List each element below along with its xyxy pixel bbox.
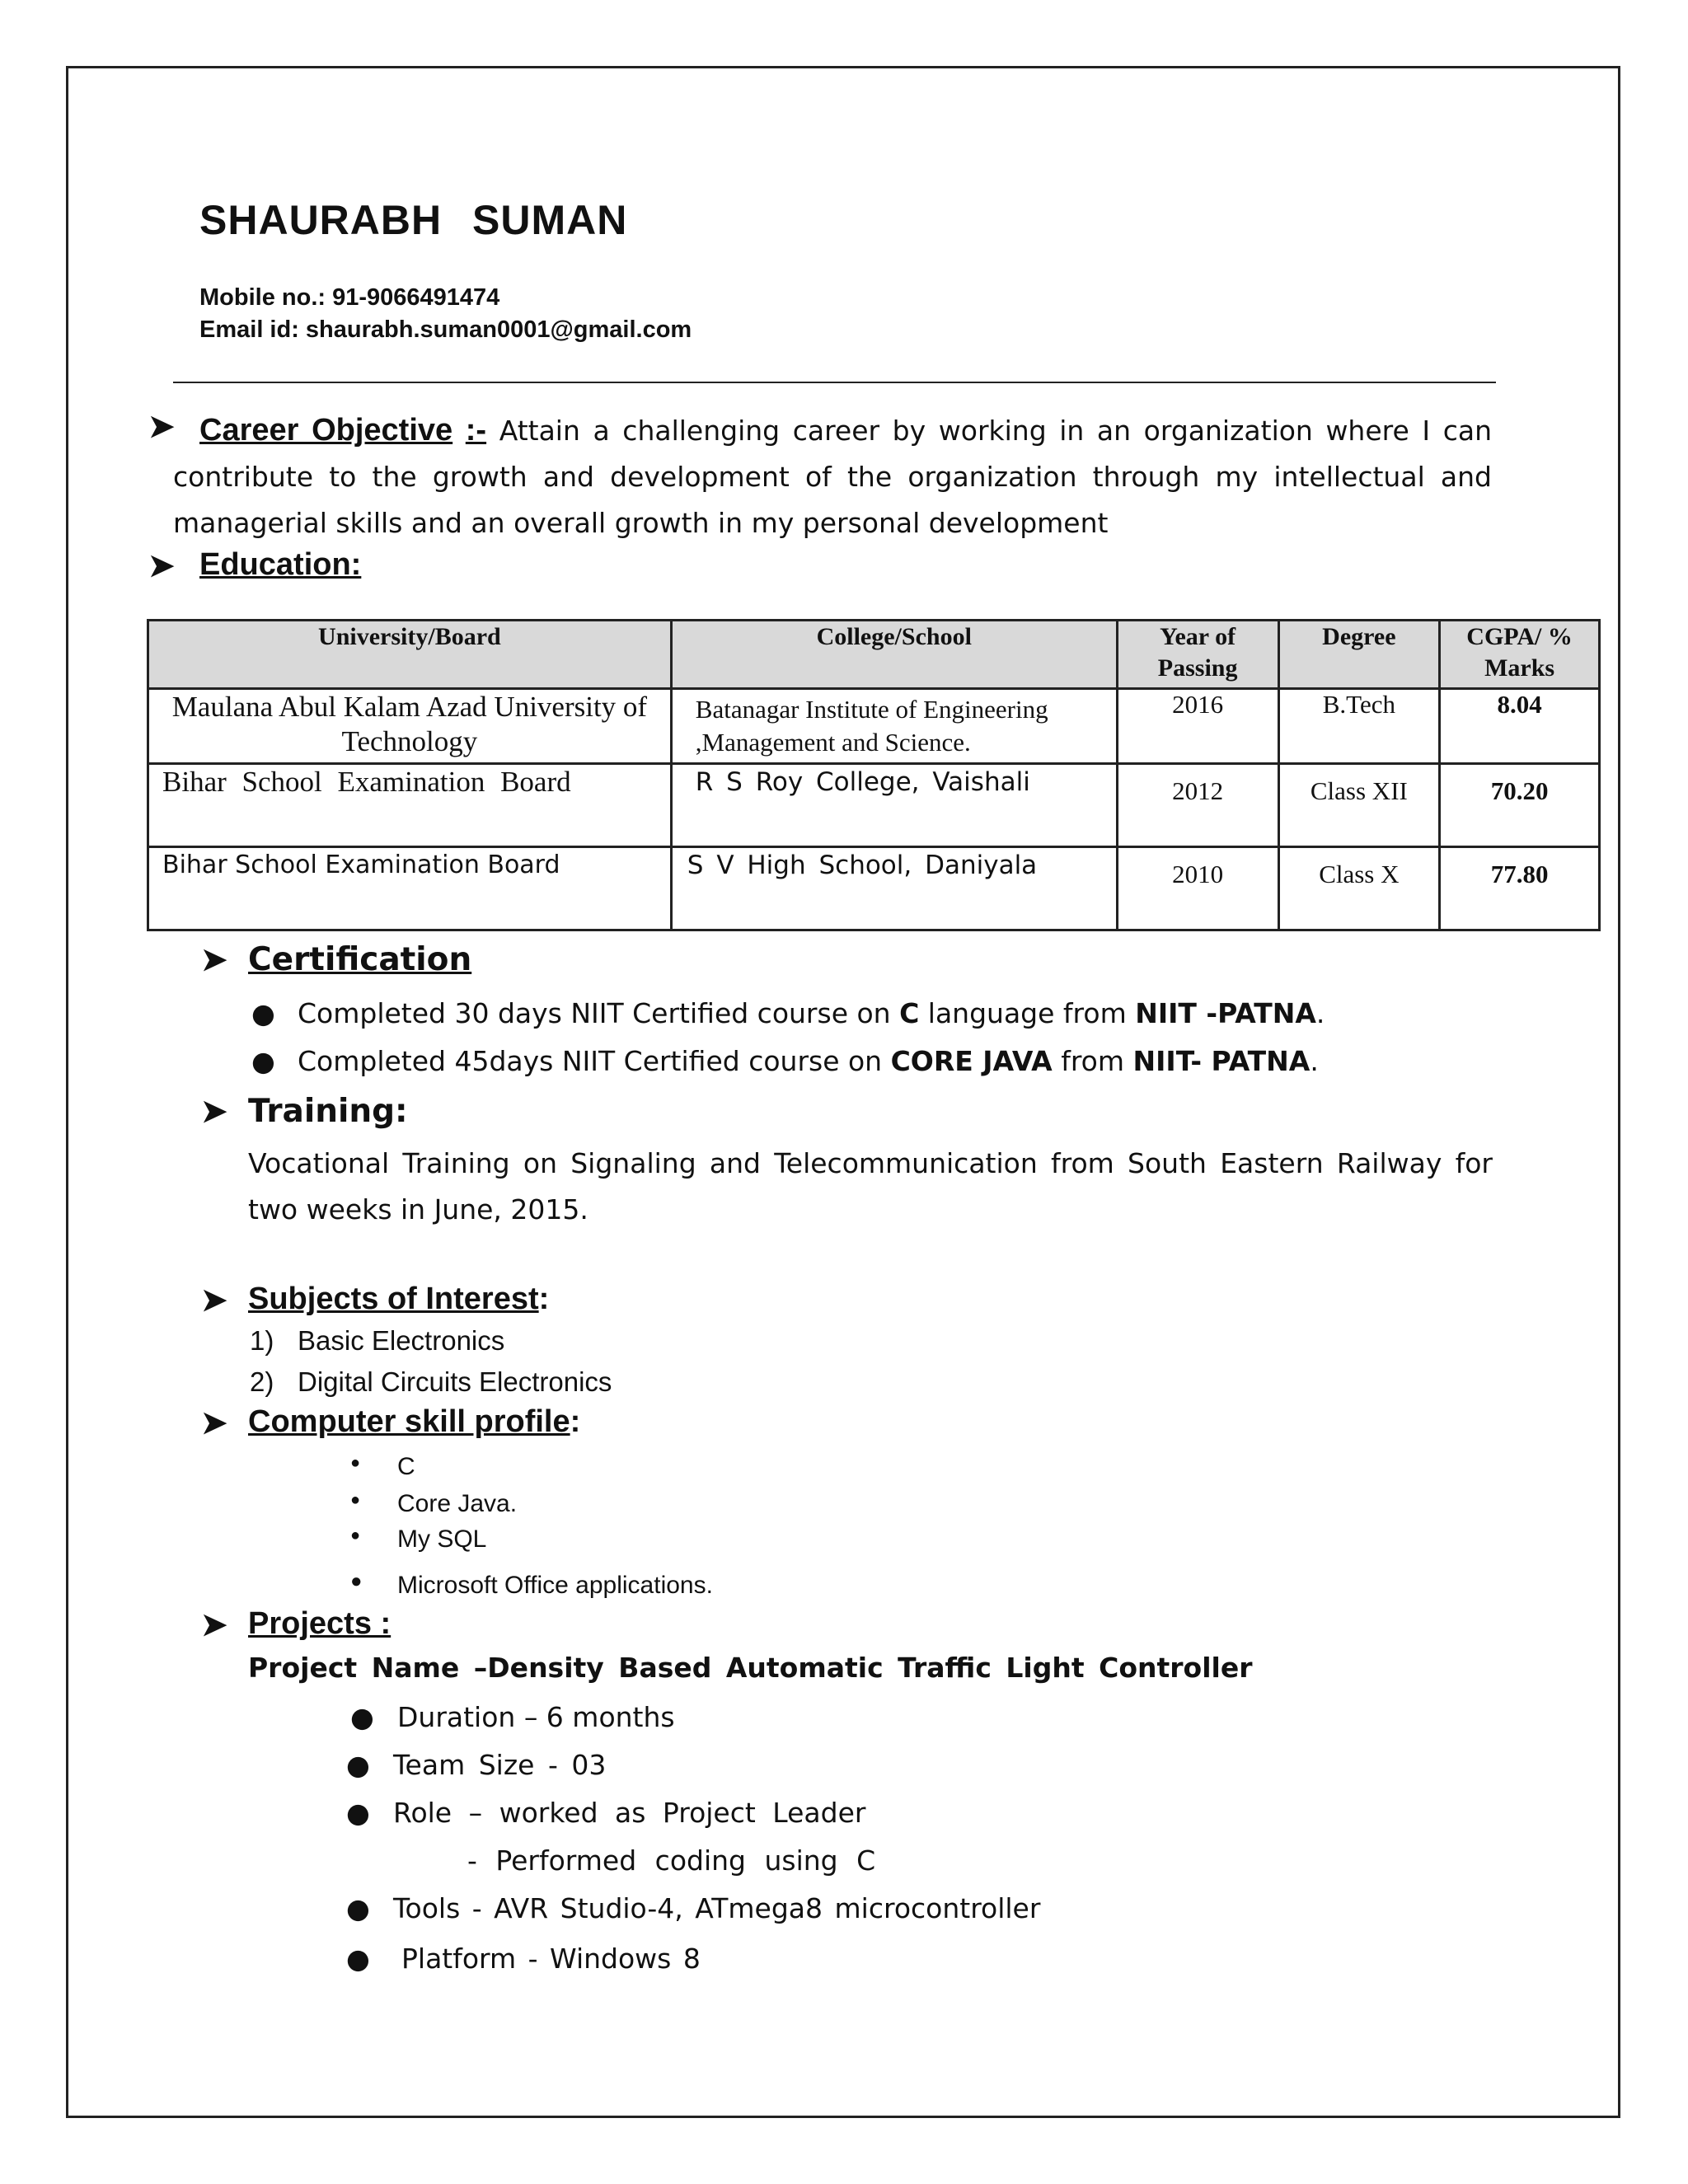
cert-bold: CORE JAVA [890,1045,1053,1077]
list-number: 2) [250,1366,274,1397]
certification-item [298,997,1325,1029]
school-cell: R S Roy College, Vaishali [671,764,1117,847]
education-table [147,619,1601,931]
training-heading: Training: [248,1093,408,1130]
school-cell: S V High School, Daniyala [671,847,1117,930]
school-cell: Batanagar Institute of Engineering ,Management and Science. [671,689,1117,764]
header-divider [173,382,1496,383]
cert-bold: C [899,997,920,1029]
column-header: College/School [671,621,1117,689]
career-objective-heading: Career Objective [199,413,453,448]
board-cell: Bihar School Examination Board [148,847,672,930]
arrow-bullet-icon: ➤ [201,1283,227,1318]
bullet-icon: ● [251,1045,275,1077]
certification-heading: Certification [248,941,472,978]
skills-heading-line [248,1404,580,1440]
education-heading: Education: [199,547,362,582]
skill-item: Core Java. [397,1490,518,1517]
mobile-label: Mobile no.: [199,284,326,311]
year-cell: 2012 [1117,764,1278,847]
project-detail: Duration – 6 months [397,1701,675,1733]
project-detail: Tools - AVR Studio-4, ATmega8 microcontroller [393,1892,1041,1924]
skill-item: Microsoft Office applications. [397,1572,713,1599]
cert-text: language from [919,997,1136,1029]
cert-text: from [1052,1045,1133,1077]
arrow-bullet-icon: ➤ [201,1094,227,1129]
interests-heading: Subjects of Interest [248,1282,539,1316]
arrow-bullet-icon: ➤ [201,943,227,977]
column-header: CGPA/ % Marks [1440,621,1600,689]
bullet-icon: ● [350,1570,363,1592]
table-row [148,764,1600,847]
marks-cell: 8.04 [1440,689,1600,764]
project-name: Project Name –Density Based Automatic Traffic Light Controller [248,1652,1253,1684]
mobile-line [199,284,499,312]
year-cell: 2016 [1117,689,1278,764]
column-header: Year of Passing [1117,621,1278,689]
degree-cell: Class X [1278,847,1440,930]
degree-cell: Class XII [1278,764,1440,847]
cert-text: . [1310,1045,1319,1077]
career-objective [173,407,1492,546]
candidate-name: SHAURABH SUMAN [199,197,628,243]
projects-heading: Projects : [248,1606,392,1641]
bullet-icon: ● [346,1943,370,1975]
arrow-bullet-icon: ➤ [148,410,175,444]
cert-bold: NIIT- PATNA [1132,1045,1311,1077]
skill-item: C [397,1453,415,1480]
project-detail: Platform - Windows 8 [401,1943,701,1975]
project-detail: - Performed coding using C [467,1844,876,1877]
marks-cell: 70.20 [1440,764,1600,847]
interests-heading-line [248,1282,549,1317]
column-header: Degree [1278,621,1440,689]
degree-cell: B.Tech [1278,689,1440,764]
list-number: 1) [250,1325,274,1356]
table-header-row [148,621,1600,689]
mobile-value: 91-9066491474 [332,284,500,311]
project-detail: Team Size - 03 [393,1749,607,1781]
board-cell: Bihar School Examination Board [148,764,672,847]
table-row [148,689,1600,764]
arrow-bullet-icon: ➤ [201,1608,227,1643]
bullet-icon: ● [346,1892,370,1924]
skills-heading: Computer skill profile [248,1404,570,1439]
cert-text: . [1315,997,1325,1029]
career-objective-text: Attain a challenging career by working in an organization where I can contribute to the growth and development of the organization through my intellectual and managerial skills and an overall growth in my personal development [173,415,1493,539]
bullet-icon: ● [350,1701,374,1733]
bullet-icon: ● [251,997,275,1029]
certification-item [298,1045,1319,1077]
bullet-icon: ● [350,1526,361,1544]
project-detail: Role – worked as Project Leader [393,1797,866,1829]
column-header: University/Board [148,621,672,689]
interest-item: Digital Circuits Electronics [298,1366,612,1397]
arrow-bullet-icon: ➤ [201,1406,227,1441]
interest-item: Basic Electronics [298,1325,505,1356]
bullet-icon: ● [350,1454,361,1472]
training-text: Vocational Training on Signaling and Telecommunication from South Eastern Railway for two weeks in June, 2015. [248,1147,1493,1226]
year-cell: 2010 [1117,847,1278,930]
cert-text: Completed 45days NIIT Certified course on [298,1045,891,1077]
career-objective-separator: :- [465,413,487,448]
bullet-icon: ● [350,1491,361,1509]
cert-text: Completed 30 days NIIT Certified course on [298,997,900,1029]
marks-cell: 77.80 [1440,847,1600,930]
interests-colon: : [538,1282,550,1316]
board-cell: Maulana Abul Kalam Azad University of Technology [148,689,672,764]
email-label: Email id: [199,316,299,343]
skills-colon: : [570,1404,581,1439]
arrow-bullet-icon: ➤ [148,549,175,583]
skill-item: My SQL [397,1526,487,1553]
bullet-icon: ● [346,1749,370,1781]
table-row [148,847,1600,930]
email-value: shaurabh.suman0001@gmail.com [305,316,692,343]
bullet-icon: ● [346,1797,370,1829]
email-line [199,316,692,344]
cert-bold: NIIT -PATNA [1135,997,1316,1029]
